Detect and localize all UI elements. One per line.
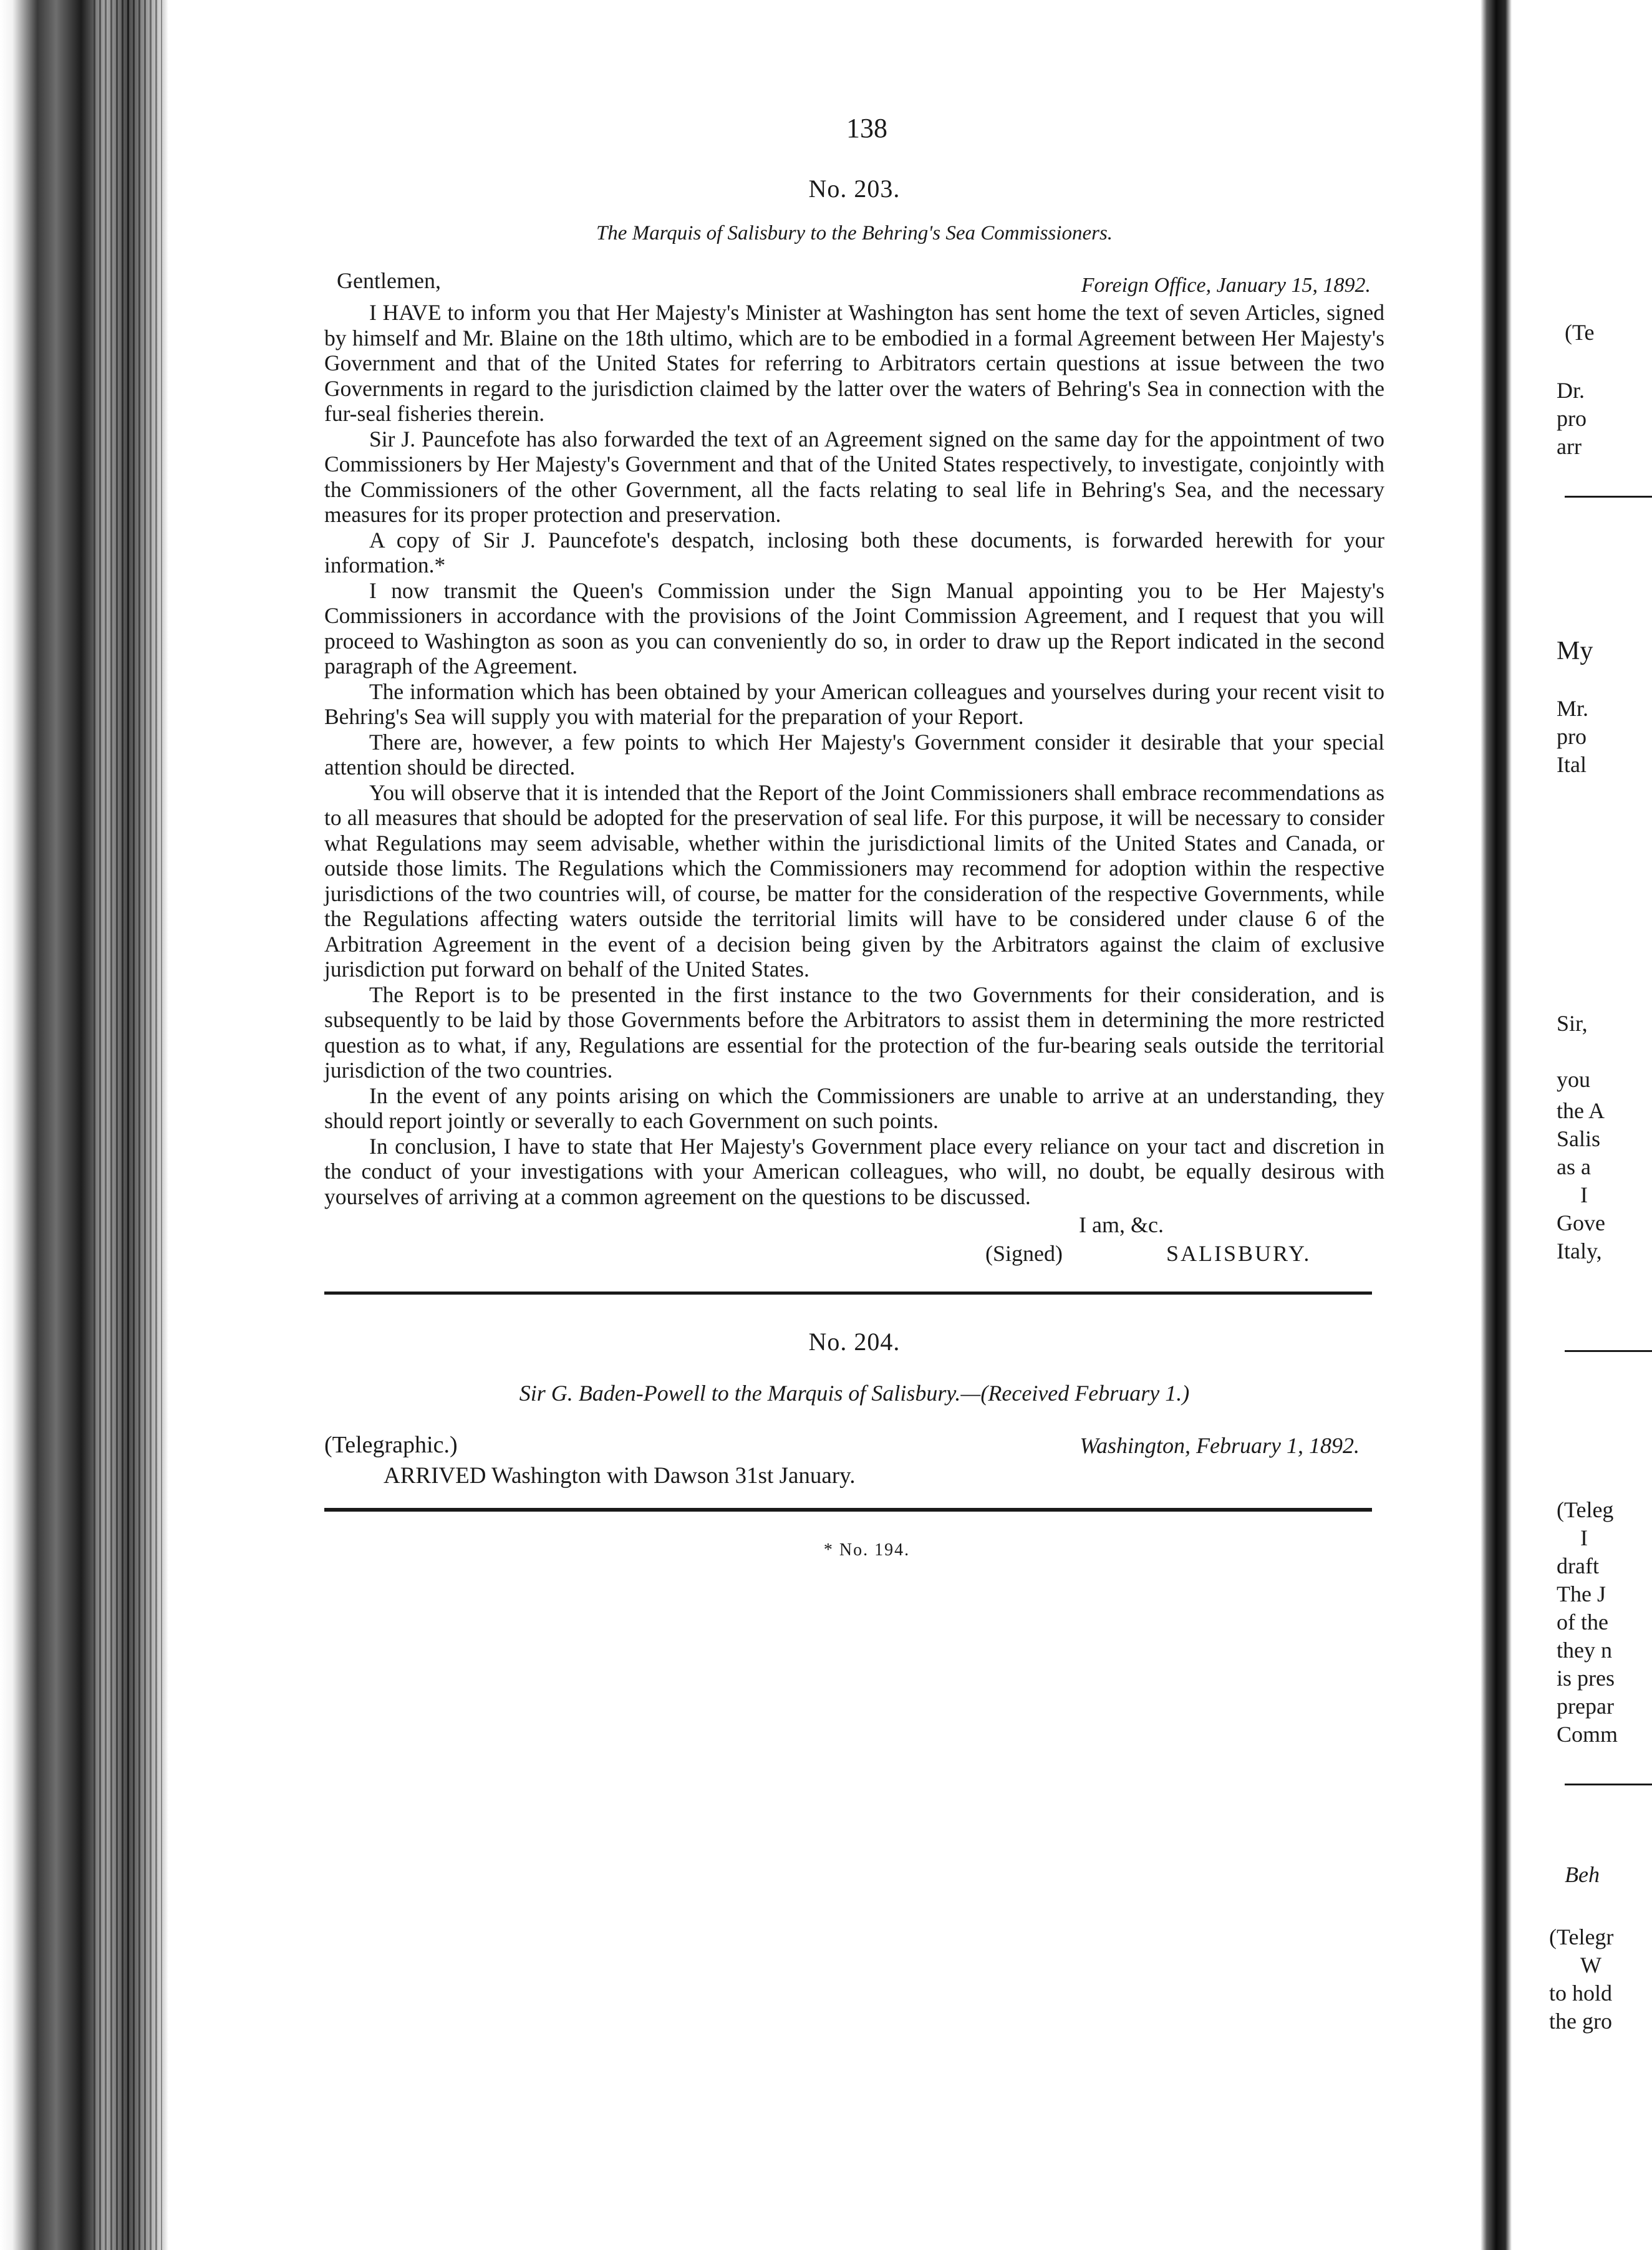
footnote: * No. 194.	[823, 1540, 911, 1560]
page-gap-shadow	[1481, 0, 1512, 2250]
fragment: I	[1580, 1182, 1588, 1207]
fragment: the A	[1557, 1098, 1605, 1123]
fragment: arr	[1557, 434, 1582, 459]
telegram-header	[324, 1431, 1384, 1462]
paragraph: Sir J. Pauncefote has also forwarded the text of an Agreement signed on the same day for the appointment of two Commissioners by Her Majesty's Government and that of the United States respectively, to investigate, conjointly with the Commissioners of the other Government, all the facts relating to seal life in Behring's Sea, and the necessary measures for its proper protection and preservation.	[324, 426, 1384, 527]
document-number: No. 203.	[808, 175, 901, 203]
fragment-rule	[1565, 1784, 1652, 1785]
paragraph: I now transmit the Queen's Commission under the Sign Manual appointing you to be Her Majesty's Commissioners in accordance with the provisions of the Joint Commission Agreement, and I request that you will proceed to Washington as soon as you can conveniently do so, in order to draw up the Report indicated in the second paragraph of the Agreement.	[324, 577, 1384, 678]
telegram-text: ARRIVED Washington with Dawson 31st January.	[384, 1463, 856, 1489]
paragraph: You will observe that it is intended that the Report of the Joint Commissioners shall embrace recommendations as to all measures that should be adopted for the preservation of seal life. For this purpose, it will be necessary to consider what Regulations may seem advisable, whether within the jurisdictional limits of the United States and Canada, or outside those limits. The Regulations which the Commissioners may recommend for adoption within the respective jurisdictions of the two countries will, of course, be matter for the consideration of the respective Governments, while the Regulations affecting waters outside the territorial limits will have to be considered under clause 6 of the Arbitration Agreement in the event of a decision being given by the Arbitrators against the claim of exclusive jurisdiction put forward on behalf of the United States.	[324, 780, 1384, 982]
page-edges	[94, 0, 162, 2250]
fragment: they n	[1557, 1638, 1612, 1663]
fragment: Sir,	[1557, 1011, 1588, 1036]
paragraph: A copy of Sir J. Pauncefote's despatch, inclosing both these documents, is forwarded herewith for your information.*	[324, 527, 1384, 577]
fragment: Beh	[1565, 1862, 1600, 1887]
paragraph: The Report is to be presented in the first instance to the two Governments for their consideration, and is subsequently to be laid by those Governments before the Arbitrators to assist them in determining the more restricted question as to what, if any, Regulations are essential for the protection of the fur-bearing seals outside the territorial jurisdiction of the two countries.	[324, 982, 1384, 1083]
fragment: as a	[1557, 1154, 1591, 1179]
paragraph: The information which has been obtained by your American colleagues and yourselves during your recent visit to Behring's Sea will supply you with material for the preparation of your Report.	[324, 678, 1384, 729]
place-date: Washington, February 1, 1892.	[1080, 1433, 1360, 1458]
fragment: is pres	[1557, 1666, 1615, 1691]
fragment: draft	[1557, 1553, 1599, 1578]
fragment: Dr.	[1557, 378, 1585, 403]
document-page	[324, 112, 1384, 1560]
fragment: pro	[1557, 406, 1587, 431]
document-number: No. 204.	[808, 1328, 901, 1356]
fragment: the gro	[1549, 2009, 1612, 2034]
signatory: SALISBURY.	[1166, 1241, 1311, 1266]
salutation-row	[324, 268, 1384, 297]
place-date: Foreign Office, January 15, 1892.	[1081, 274, 1371, 297]
fragment: Salis	[1557, 1126, 1601, 1151]
fragment: you	[1557, 1067, 1590, 1092]
fragment: My	[1557, 637, 1593, 665]
fragment: W	[1580, 1953, 1601, 1977]
section-divider	[324, 1292, 1372, 1295]
fragment: I	[1580, 1525, 1588, 1550]
fragment: Comm	[1557, 1722, 1618, 1747]
closing-phrase: I am, &c.	[1079, 1212, 1164, 1237]
fragment: of the	[1557, 1610, 1608, 1634]
fragment: prepar	[1557, 1694, 1614, 1719]
adjacent-page-edge	[1512, 0, 1618, 2250]
paragraph: In conclusion, I have to state that Her Majesty's Government place every reliance on your tact and discretion in the conduct of your investigations with your American colleagues, who will, no doubt, be equally desirous with yourselves of arriving at a common agreement on the questions to be discussed.	[324, 1133, 1384, 1209]
signed-label: (Signed)	[985, 1241, 1063, 1266]
fragment: (Telegr	[1549, 1924, 1614, 1949]
fragment-rule	[1565, 496, 1652, 498]
document-heading: The Marquis of Salisbury to the Behring's Sea Commissioners.	[596, 222, 1113, 244]
salutation: Gentlemen,	[337, 268, 441, 293]
page-number: 138	[846, 113, 887, 143]
fragment-rule	[1565, 1350, 1652, 1352]
section-divider	[324, 1508, 1372, 1512]
fragment: Mr.	[1557, 696, 1589, 721]
fragment: Ital	[1557, 752, 1587, 777]
fragment: to hold	[1549, 1981, 1613, 2006]
paragraph: In the event of any points arising on which the Commissioners are unable to arrive at an understanding, they should report jointly or severally to each Government on such points.	[324, 1083, 1384, 1133]
fragment: Italy,	[1557, 1238, 1602, 1263]
fragment: (Te	[1565, 320, 1595, 345]
letter-closing	[324, 1212, 1384, 1274]
fragment: (Teleg	[1557, 1497, 1614, 1522]
fragment: Gove	[1557, 1210, 1605, 1235]
fragment: pro	[1557, 724, 1587, 749]
letter-body	[324, 300, 1384, 1209]
fragment: The J	[1557, 1581, 1606, 1606]
paragraph: There are, however, a few points to which Her Majesty's Government consider it desirable that your special attention should be directed.	[324, 729, 1384, 780]
paragraph: I HAVE to inform you that Her Majesty's Minister at Washington has sent home the text of seven Articles, signed by himself and Mr. Blaine on the 18th ultimo, which are to be embodied in a formal Agreement between Her Majesty's Government and that of the United States for referring to Arbitrators certain questions at issue between the two Governments in regard to the jurisdiction claimed by the latter over the waters of Behring's Sea in connection with the fur-seal fisheries therein.	[324, 300, 1384, 426]
document-heading: Sir G. Baden-Powell to the Marquis of Salisbury.—(Received February 1.)	[519, 1381, 1190, 1406]
telegram-type: (Telegraphic.)	[324, 1432, 458, 1458]
